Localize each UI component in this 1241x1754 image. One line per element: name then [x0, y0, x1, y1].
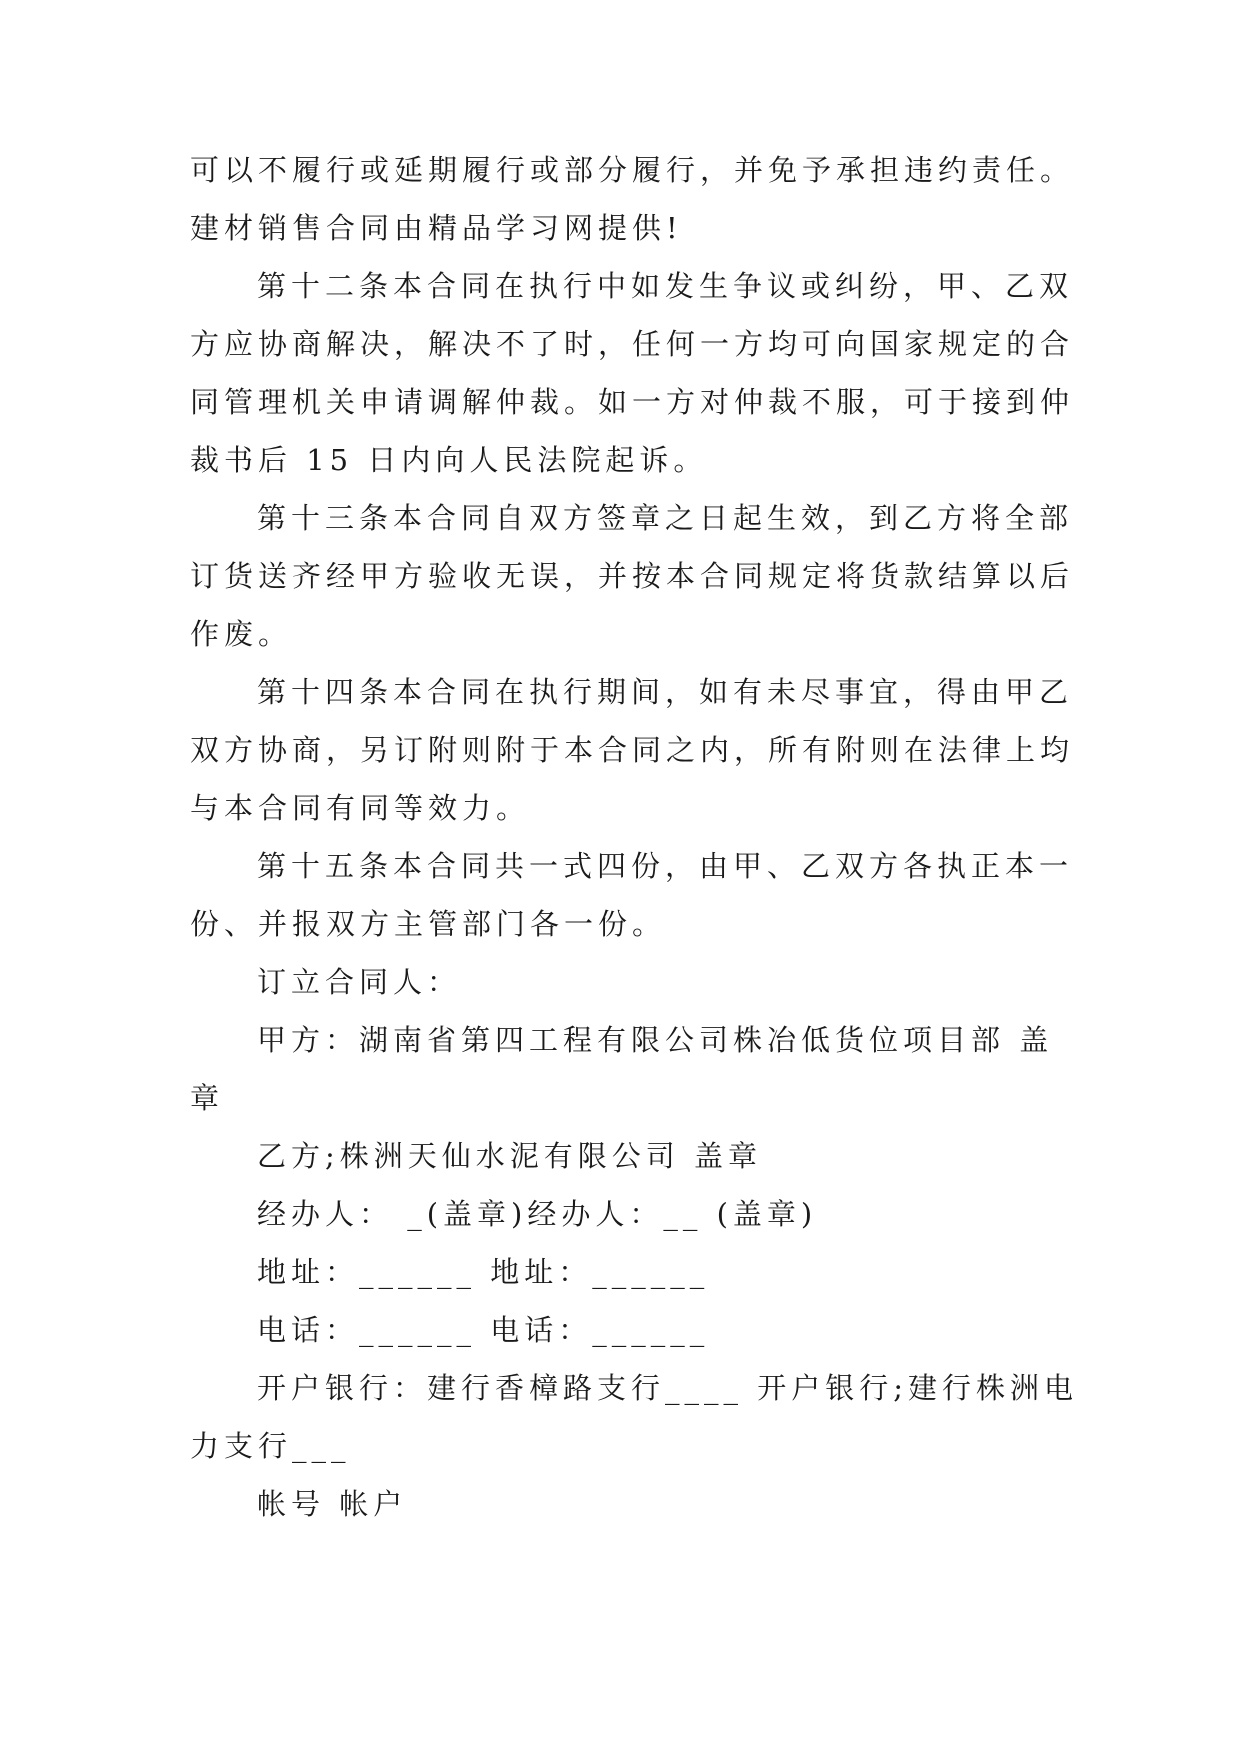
party-b-line: 乙方;株洲天仙水泥有限公司 盖章: [257, 1139, 762, 1173]
paragraph-12-start: 第十二条本合同在执行中如发生争议或纠纷，甲、乙双: [257, 269, 1074, 303]
bank-line: 开户银行：建行香樟路支行____ 开户银行;建行株洲电: [257, 1371, 1078, 1405]
text-line: 章: [190, 1081, 225, 1115]
text-line: 方应协商解决，解决不了时，任何一方均可向国家规定的合: [190, 327, 1075, 361]
text-line: 与本合同有同等效力。: [190, 791, 531, 825]
text-line: 订货送齐经甲方验收无误，并按本合同规定将货款结算以后: [190, 559, 1075, 593]
text-line: 份、并报双方主管部门各一份。: [190, 907, 667, 941]
signatories-heading: 订立合同人：: [257, 965, 462, 999]
paragraph-13-start: 第十三条本合同自双方签章之日起生效，到乙方将全部: [257, 501, 1074, 535]
address-line: 地址：______ 地址：______: [257, 1255, 710, 1289]
text-line: 裁书后 15 日内向人民法院起诉。: [190, 443, 708, 477]
text-line: 作废。: [190, 617, 293, 651]
party-a-line: 甲方：湖南省第四工程有限公司株冶低货位项目部 盖: [257, 1023, 1054, 1057]
paragraph-14-start: 第十四条本合同在执行期间，如有未尽事宜，得由甲乙: [257, 675, 1074, 709]
text-line: 双方协商，另订附则附于本合同之内，所有附则在法律上均: [190, 733, 1075, 767]
phone-line: 电话：______ 电话：______: [257, 1313, 710, 1347]
text-line: 同管理机关申请调解仲裁。如一方对仲裁不服，可于接到仲: [190, 385, 1075, 419]
paragraph-15-start: 第十五条本合同共一式四份，由甲、乙双方各执正本一: [257, 849, 1074, 883]
text-line: 可以不履行或延期履行或部分履行，并免予承担违约责任。: [190, 153, 1075, 187]
account-line: 帐号 帐户: [257, 1487, 408, 1521]
text-line: 建材销售合同由精品学习网提供!: [190, 211, 683, 245]
agent-line: 经办人： _(盖章)经办人：__ (盖章): [257, 1197, 818, 1231]
text-line: 力支行___: [190, 1429, 351, 1463]
